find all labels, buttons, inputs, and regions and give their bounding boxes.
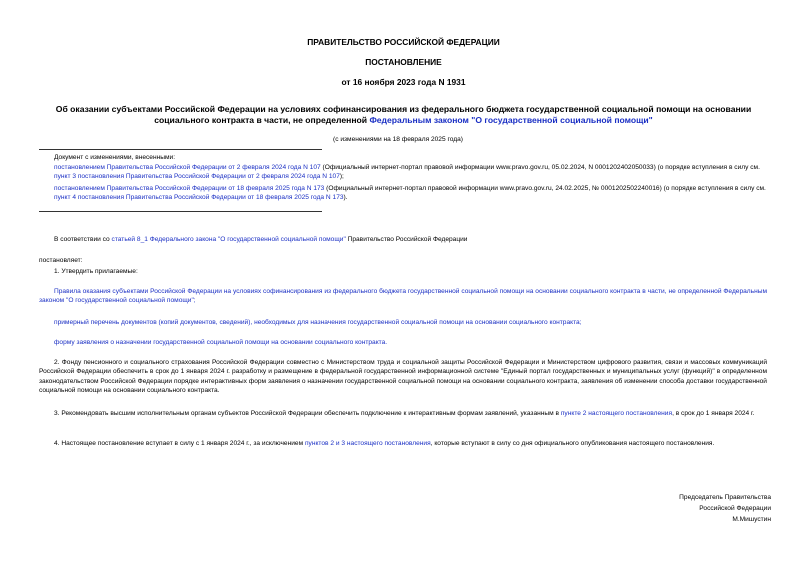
amendment-1-link[interactable]: постановлением Правительства Российской Федерации от 2 февраля 2024 года N 107 bbox=[54, 164, 321, 171]
signature-position: Председатель Правительства bbox=[679, 494, 771, 501]
signature-block bbox=[679, 492, 771, 525]
divider-bottom bbox=[39, 211, 322, 212]
subject-law-link[interactable]: Федеральным законом "О государственной социальной помощи" bbox=[369, 115, 653, 125]
government-heading: ПРАВИТЕЛЬСТВО РОССИЙСКОЙ ФЕДЕРАЦИИ bbox=[307, 37, 500, 47]
document-subject bbox=[30, 104, 777, 126]
decides-word: постановляет: bbox=[39, 257, 83, 264]
preamble-law-link[interactable]: статьей 8_1 Федерального закона "О государственной социальной помощи" bbox=[111, 236, 346, 243]
paragraph-2: 2. Фонду пенсионного и социального страхования Российской Федерации совместно с Министерством труда и социальной защиты Российской Федерации и Министерством цифрового развития, связи и массовых коммуникаций Российской Федерации обеспечить в срок до 1 января 2024 г. разработку и размещение в федеральной государственной информационной системе "Единый портал государственных и муниципальных услуг (функций)" в определенном законодательством Российской Федерации порядке интерактивных форм заявления о назначении государственной социальной помощи на основании социального контракта, заявления об изменении способа доставки государственной социальной помощи на основании социального контракта. bbox=[39, 359, 767, 395]
date-number: от 16 ноября 2023 года N 1931 bbox=[341, 77, 466, 87]
amendment-2-text: (Официальный интернет-портал правовой информации www.pravo.gov.ru, 24.02.2025, № 0001202502240016) (о порядке вступления в силу см. bbox=[324, 185, 766, 192]
preamble-after: Правительство Российской Федерации bbox=[345, 236, 468, 243]
paragraph-3-link[interactable]: пункте 2 настоящего постановления bbox=[560, 410, 673, 417]
amendments-title: Документ с изменениями, внесенными: bbox=[54, 154, 176, 161]
signature-country: Российской Федерации bbox=[699, 505, 771, 512]
paragraph-3-before: 3. Рекомендовать высшим исполнительным органам субъектов Российской Федерации обеспечить подключение к интерактивным формам заявлений, указанным в bbox=[54, 410, 561, 417]
amendment-2-link[interactable]: постановлением Правительства Российской Федерации от 18 февраля 2025 года N 173 bbox=[54, 185, 325, 192]
amendment-1-end: ); bbox=[339, 173, 344, 181]
doc-type-heading: ПОСТАНОВЛЕНИЕ bbox=[365, 57, 442, 67]
paragraph-1: 1. Утвердить прилагаемые: bbox=[54, 268, 138, 275]
amendment-item-1 bbox=[54, 163, 767, 182]
amendment-2-clause-link[interactable]: пункт 4 постановления Правительства Российской Федерации от 18 февраля 2025 года N 173 bbox=[54, 194, 344, 202]
approved-form-link[interactable]: форму заявления о назначении государственной социальной помощи на основании социального контракта. bbox=[54, 339, 388, 346]
paragraph-4-before: 4. Настоящее постановление вступает в силу с 1 января 2024 г., за исключением bbox=[54, 440, 305, 447]
paragraph-3-after: , в срок до 1 января 2024 г. bbox=[672, 410, 755, 417]
paragraph-4 bbox=[39, 439, 767, 448]
amendment-1-clause-link[interactable]: пункт 3 постановления Правительства Российской Федерации от 2 февраля 2024 года N 107 bbox=[54, 173, 340, 181]
paragraph-4-link[interactable]: пунктов 2 и 3 настоящего постановления bbox=[304, 440, 431, 447]
edition-note: (с изменениями на 18 февраля 2025 года) bbox=[333, 136, 463, 143]
preamble-before: В соответствии со bbox=[54, 236, 112, 243]
amendment-1-text: (Официальный интернет-портал правовой информации www.pravo.gov.ru, 05.02.2024, N 0001202402050033) (о порядке вступления в силу см. bbox=[320, 164, 760, 171]
paragraph-4-after: , которые вступают в силу со дня официального опубликования настоящего постановления. bbox=[430, 440, 715, 447]
divider-top bbox=[39, 149, 322, 150]
approved-list-link[interactable]: примерный перечень документов (копий документов, сведений), необходимых для назначения государственной социальной помощи на основании социального контракта; bbox=[54, 319, 582, 326]
amendment-2-end: ). bbox=[343, 194, 348, 202]
signature-name: М.Мишустин bbox=[732, 516, 771, 523]
subject-text: Об оказании субъектами Российской Федерации на условиях софинансирования из федерального бюджета государственной социальной помощи на основании социального контракта в части, не определенной bbox=[55, 104, 752, 125]
preamble bbox=[54, 235, 767, 244]
approved-rules-link[interactable]: Правила оказания субъектами Российской Федерации на условиях софинансирования из федерального бюджета государственной социальной помощи на основании социального контракта в части, не определенной Федеральным законом "О государственной социальной помощи"; bbox=[39, 288, 767, 305]
paragraph-3 bbox=[39, 409, 767, 418]
amendment-item-2 bbox=[54, 184, 767, 203]
